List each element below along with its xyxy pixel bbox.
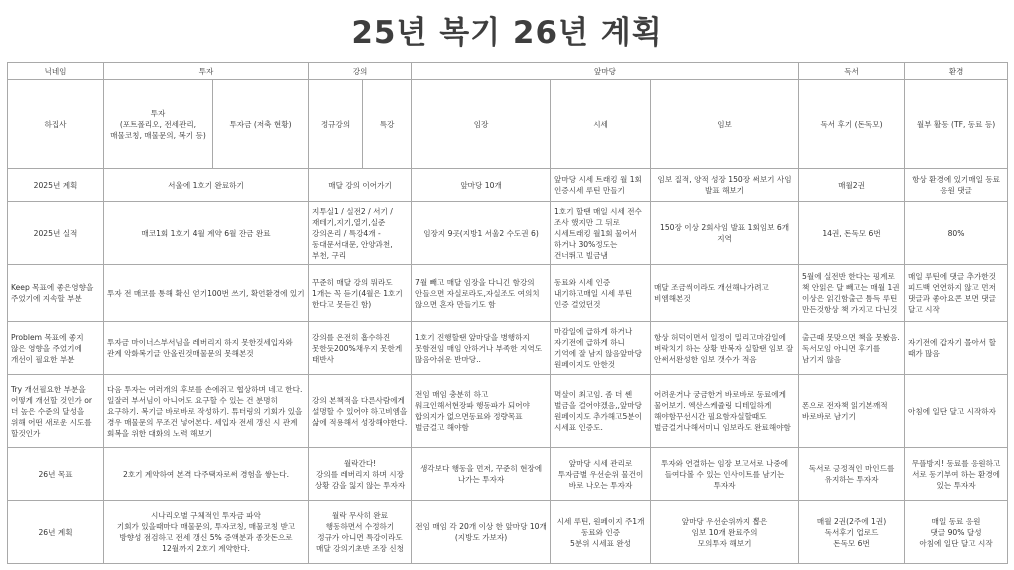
table-row (8, 448, 1008, 501)
header-invest-detail-text: 투자 (포트폴리오, 전세관리, 매물코칭, 매물문의, 복기 등) (110, 108, 206, 140)
cell-investment: 다음 투자는 여러개의 후보를 손에쥐고 협상하며 네고 한다. 일잘러 부서님이 아니어도 요구할 수 있는 건 분명히 요구하기. 복기글 바로바로 작성하기. 튜터링의 기회가 있을 경우 매물문의 무조건 넣어본다. 세입자 전세 갱신 시 관계 회복을 위한 대화의 노력 해보기 (104, 375, 309, 448)
cell-imbo: 항상 허덕이면서 일정이 밀리고마감일에 벼락치기 하는 상황 반복자 실할땐 임보 잘 안써서완성한 임보 갯수가 적음 (651, 322, 799, 375)
header-reading: 독서 (799, 63, 905, 80)
row-label: 26년 계획 (8, 501, 104, 564)
cell-investment: 서울에 1호기 완료하기 (104, 169, 309, 202)
cell-lecture (309, 448, 412, 501)
header-special-lecture: 특강 (363, 80, 412, 169)
cell-environment: 80% (905, 202, 1008, 265)
table-row (8, 202, 1008, 265)
header-reading-review: 독서 후기 (돈독모) (799, 80, 905, 169)
cell-imjang: 전임 매임 충분히 하고 워크인해서현장파 행동파가 되어야 합의지가 없으면동료와 정량목표 벌금걸고 해야함 (412, 375, 551, 448)
table-row (8, 501, 1008, 564)
row-label: Problem 목표에 좋지 않은 영향을 주었기에 개선이 필요한 부분 (8, 322, 104, 375)
cell-investment: 투자 전 매코를 통해 확신 얻기100번 쓰기, 확언환경에 있기 (104, 265, 309, 322)
cell-environment (905, 501, 1008, 564)
cell-sise: 마감일에 급하게 하거나 자기전에 급하게 하니 기억에 잘 남지 않음앞마당 원페이지도 안한것 (551, 322, 651, 375)
header-regular-lecture: 정규강의 (309, 80, 363, 169)
cell-imjang: 임장지 9곳(지방1 서울2 수도권 6) (412, 202, 551, 265)
cell-lecture: 꾸준히 매달 강의 뭐라도 1개는 꼭 듣기(4월은 1호기 한다고 못듣긴 함) (309, 265, 412, 322)
row-label: Keep 목표에 좋은영향을 주었기에 지속할 부분 (8, 265, 104, 322)
cell-imbo: 어려운거나 궁금한거 바로바로 동료에게 물어보기. 엑산스케쥴링 디테일하게 해야함꾸선시간 필요함자실할때도 벌금걸거나해서미니 임보라도 완료해야함 (651, 375, 799, 448)
cell-sise: 1호기 할땐 매일 시세 전수 조사 했지만 그 뒤로 시세트래킹 월1회 물어서 하거나 30%정도는 건너뛰고 빌금냄 (551, 202, 651, 265)
cell-environment-text: 매일 동료 응원 댓글 90% 달성 아침에 일단 달고 시작 (919, 516, 993, 548)
cell-imjang: 1호기 진행할땐 앞마당을 병행하지 못함전임 매임 안하거나 부족한 지역도 많음아쉬운 반마당.. (412, 322, 551, 375)
header-imjang: 임장 (412, 80, 551, 169)
header-environment: 환경 (905, 63, 1008, 80)
header-row-sub (8, 80, 1008, 169)
header-invest-detail (104, 80, 213, 169)
cell-environment: 매일 루틴에 댓글 추가한것 피드백 연연하지 않고 먼저 댓글과 좋아요콘 보면 댓글 달고 시작 (905, 265, 1008, 322)
cell-investment-text: 시나리오별 구체적인 투자금 파악 기회가 있을때마다 매물문의, 투자코칭, 매물코칭 받고 방향성 점검하고 전세 갱신 5% 증액분과 종잣돈으로 12월까지 2호기 계약한다. (116, 511, 296, 553)
row-label: 2025년 계획 (8, 169, 104, 202)
cell-investment: 매코1회 1호기 4월 계약 6월 잔금 완료 (104, 202, 309, 265)
cell-reading: 14권, 돈독모 6번 (799, 202, 905, 265)
cell-lecture: 강의 본책적을 다른사람에게 설명할 수 있어야 하고비엠을 삶에 적용해서 성장해야한다. (309, 375, 412, 448)
header-nickname: 닉네임 (8, 63, 104, 80)
header-wolbu-activity: 월부 활동 (TF, 동료 등) (905, 80, 1008, 169)
cell-lecture: 지투실1 / 실전2 / 서기 / 재테기,지기,열기,실준 강의온리 / 특강4개 - 동대문서대문, 안양과천, 부천, 구리 (309, 202, 412, 265)
cell-imbo: 임보 질적, 양적 성장 150장 써보기 사임 발표 해보기 (651, 169, 799, 202)
cell-reading: 독서로 긍정적인 마인드를 유지하는 투자자 (799, 448, 905, 501)
row-label: Try 개선필요한 부분을 어떻게 개선할 것인가 or 더 높은 수준의 달성을 위해 어떤 새로운 시도를 할것인가 (8, 375, 104, 448)
cell-reading: 폰으로 전자책 읽기본깨적 바로바로 남기기 (799, 375, 905, 448)
cell-imbo: 투자와 연결하는 임장 보고서로 나중에 들여다볼 수 있는 인사이트를 남기는 투자자 (651, 448, 799, 501)
table-row (8, 375, 1008, 448)
cell-sise-text: 시세 루틴, 원페이지 주1개 동료와 인증 5분위 시세표 완성 (556, 516, 645, 548)
cell-reading: 출근때 못맞으면 책을 못봤음.독서모임 아니면 후기를 남기지 않음 (799, 322, 905, 375)
nickname-value: 하집사 (8, 80, 104, 169)
cell-sise (551, 501, 651, 564)
cell-lecture-text: 월락 무사히 완료 행동하면서 수정하기 정규가 아니면 특강이라도 매달 강의기초반 조장 신청 (316, 511, 404, 553)
cell-imjang: 생각보다 행동을 먼저, 꾸준히 현장에 나가는 투자자 (412, 448, 551, 501)
cell-reading: 5월에 실전반 한다는 핑계로 책 안읽은 달 빼고는 매월 1권 이상은 읽긴함출근 틈득 루틴 만든것항상 책 가지고 다닌것 (799, 265, 905, 322)
cell-investment: 투자금 마이너스부서님을 레버리지 하지 못한것세입자와 관계 악화복기글 안올린것매물문의 못해본것 (104, 322, 309, 375)
cell-imbo: 매달 조금씩이라도 개선해나가려고 비엠해본것 (651, 265, 799, 322)
cell-environment: 아침에 일단 달고 시작하자 (905, 375, 1008, 448)
cell-sise: 앞마당 시세 관리로 투자금별 우선순위 물건이 바로 나오는 투자자 (551, 448, 651, 501)
cell-sise: 멱살이 최고임. 좀 더 쎈 벌금을 걸어야겠음,,앞마당 원페이지도 추가해고5분이 시세표 인증도. (551, 375, 651, 448)
header-imbo: 임보 (651, 80, 799, 169)
header-investment: 투자 (104, 63, 309, 80)
table-row (8, 265, 1008, 322)
cell-investment: 2호기 계약하여 본격 다주택자로써 경험을 쌓는다. (104, 448, 309, 501)
cell-imjang: 전임 매임 각 20개 이상 한 앞마당 10개 (지방도 가보자) (412, 501, 551, 564)
cell-reading-text: 매월 2권(2주에 1권) 독서후기 업로드 돈독모 6번 (816, 516, 887, 548)
cell-investment (104, 501, 309, 564)
cell-lecture (309, 501, 412, 564)
cell-imbo: 150장 이상 2회사임 발표 1회임보 6개 지역 (651, 202, 799, 265)
header-apt: 앞마당 (412, 63, 799, 80)
cell-lecture: 매달 강의 이어가기 (309, 169, 412, 202)
header-lecture: 강의 (309, 63, 412, 80)
cell-imjang: 앞마당 10개 (412, 169, 551, 202)
cell-environment: 자기전에 갑자기 몰아서 할 때가 많음 (905, 322, 1008, 375)
cell-imjang: 7월 빼고 매달 임장을 다니긴 함강의 안들으면 자실로라도,자실조도 여의치 않으면 혼자 만들기도 함 (412, 265, 551, 322)
cell-sise: 앞마당 시세 트래킹 월 1회 인증시세 루틴 만들기 (551, 169, 651, 202)
header-row-top (8, 63, 1008, 80)
review-plan-table (7, 62, 1008, 564)
table-row (8, 322, 1008, 375)
cell-imbo (651, 501, 799, 564)
row-label: 2025년 실적 (8, 202, 104, 265)
cell-reading: 매월2권 (799, 169, 905, 202)
header-invest-fund: 투자금 (저축 현황) (213, 80, 309, 169)
cell-reading (799, 501, 905, 564)
cell-lecture: 강의를 온전히 흡수하진 못한듯200%채우지 못한게 태반사 (309, 322, 412, 375)
cell-environment: 무플방지! 동료를 응원하고 서로 동기부여 하는 환경에 있는 투자자 (905, 448, 1008, 501)
cell-sise: 동료와 시세 인증 내기하고매일 시세 루틴 인증 걸었던것 (551, 265, 651, 322)
cell-environment: 항상 환경에 있기매일 동료 응원 댓글 (905, 169, 1008, 202)
header-sise: 시세 (551, 80, 651, 169)
page-title: 25년 복기 26년 계획 (351, 15, 663, 51)
cell-lecture-text: 월락간다! 강의를 레버리지 하며 시장 상황 감을 잃지 않는 투자자 (314, 458, 406, 490)
table-row (8, 169, 1008, 202)
row-label: 26년 목표 (8, 448, 104, 501)
cell-imbo-text: 앞마당 우선순위까지 뽑은 임보 10개 완료주의 모의투자 해보기 (681, 516, 768, 548)
